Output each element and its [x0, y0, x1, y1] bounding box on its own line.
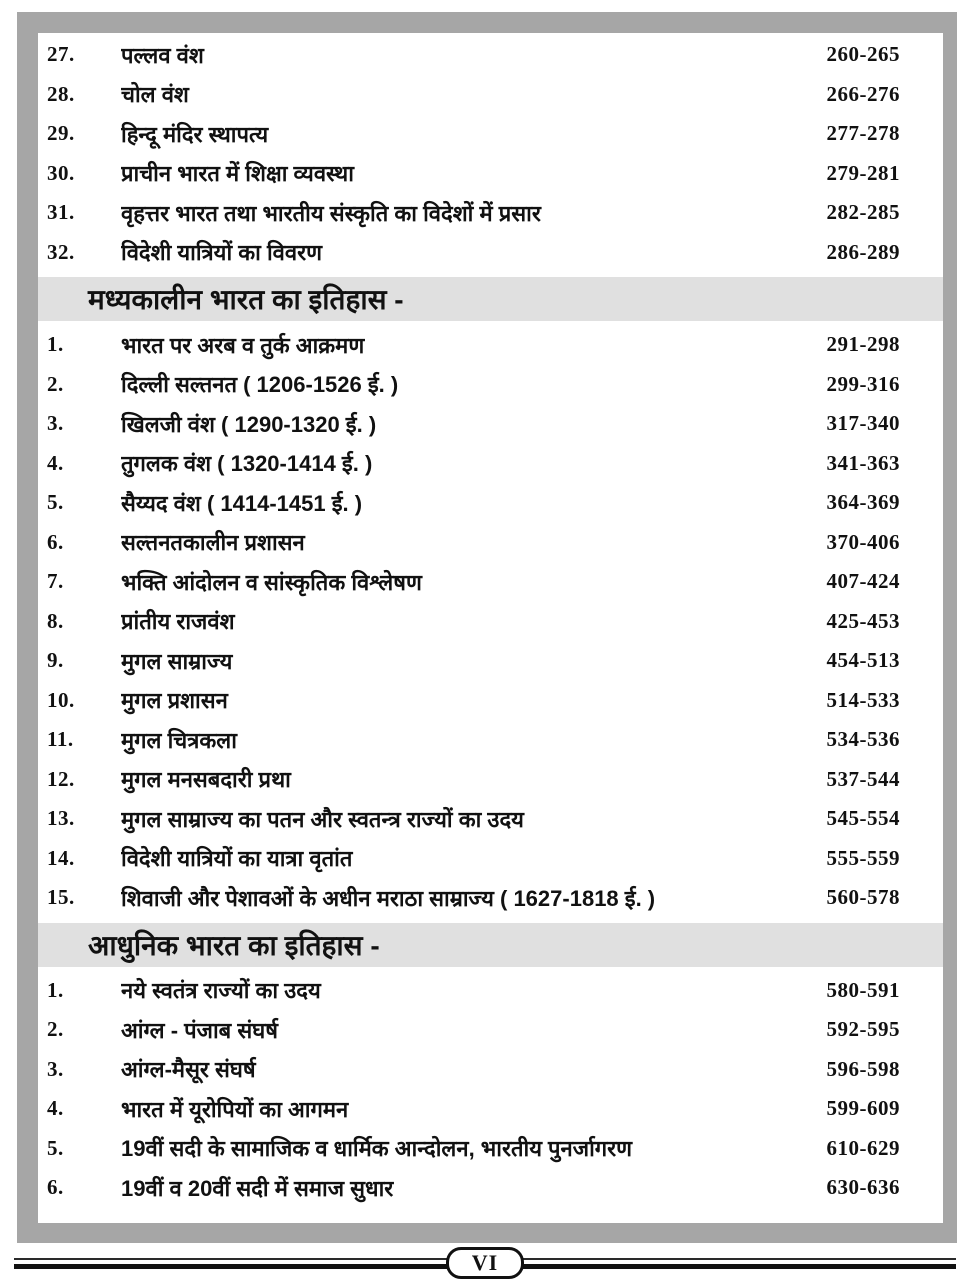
toc-row-title: दिल्ली सल्तनत ( 1206-1526 ई. )	[121, 372, 399, 398]
section-header-title: मध्यकालीन भारत का इतिहास -	[88, 284, 404, 315]
toc-row-title: भारत में यूरोपियों का आगमन	[121, 1096, 349, 1122]
toc-row-number: 31.	[47, 200, 75, 225]
toc-row	[38, 799, 943, 839]
toc-row	[38, 365, 943, 405]
toc-row-title: भारत पर अरब व तुर्क आक्रमण	[121, 332, 365, 358]
toc-row-title: 19वीं सदी के सामाजिक व धार्मिक आन्दोलन, भारतीय पुनर्जागरण	[121, 1136, 633, 1162]
toc-row	[38, 1168, 943, 1208]
toc-row	[38, 75, 943, 115]
toc-row-number: 30.	[47, 160, 75, 185]
toc-row-number: 7.	[47, 569, 64, 594]
toc-row	[38, 154, 943, 194]
toc-row-title: मुगल चित्रकला	[121, 727, 237, 753]
toc-row-pages: 266-276	[826, 81, 900, 106]
toc-row	[38, 562, 943, 602]
toc-row-number: 8.	[47, 608, 64, 633]
toc-row-pages: 286-289	[826, 239, 900, 264]
toc-row-pages: 277-278	[826, 121, 900, 146]
toc-row-title: सैय्यद वंश ( 1414-1451 ई. )	[121, 490, 363, 516]
toc-row	[38, 1050, 943, 1090]
toc-row	[38, 523, 943, 563]
toc-row-number: 27.	[47, 42, 75, 67]
toc-row-title: नये स्वतंत्र राज्यों का उदय	[121, 978, 321, 1004]
toc-row-pages: 610-629	[826, 1135, 900, 1160]
toc-row-pages: 560-578	[826, 885, 900, 910]
toc-row-title: भक्ति आंदोलन व सांस्कृतिक विश्लेषण	[121, 569, 422, 595]
toc-row-pages: 341-363	[826, 450, 900, 475]
toc-row-title: प्राचीन भारत में शिक्षा व्यवस्था	[121, 161, 354, 187]
toc-row-number: 29.	[47, 121, 75, 146]
toc-row-title: प्रांतीय राजवंश	[121, 609, 235, 635]
toc-row	[38, 404, 943, 444]
toc-row-pages: 425-453	[826, 608, 900, 633]
section-header-title: आधुनिक भारत का इतिहास -	[88, 929, 380, 961]
toc-row	[38, 483, 943, 523]
toc-row	[38, 1089, 943, 1129]
toc-row-number: 2.	[47, 1017, 64, 1042]
toc-row-title: सल्तनतकालीन प्रशासन	[121, 530, 305, 556]
toc-row-number: 5.	[47, 490, 64, 515]
toc-row-title: आंग्ल-मैसूर संघर्ष	[121, 1057, 256, 1083]
toc-row-title: शिवाजी और पेशावओं के अधीन मराठा साम्राज्य ( 1627-1818 ई. )	[121, 885, 656, 911]
toc-row-pages: 279-281	[826, 160, 900, 185]
toc-row-number: 15.	[47, 885, 75, 910]
toc-row	[38, 325, 943, 365]
toc-row-pages: 537-544	[826, 766, 900, 791]
toc-row-number: 28.	[47, 81, 75, 106]
toc-row-pages: 534-536	[826, 727, 900, 752]
toc-row-pages: 592-595	[826, 1017, 900, 1042]
toc-row-number: 32.	[47, 239, 75, 264]
toc-row-number: 11.	[47, 727, 74, 752]
toc-row-title: हिन्दू मंदिर स्थापत्य	[121, 121, 269, 147]
toc-row-title: चोल वंश	[121, 82, 189, 108]
toc-row-title: पल्लव वंश	[121, 42, 204, 68]
toc-row-pages: 407-424	[826, 569, 900, 594]
toc-row-pages: 545-554	[826, 806, 900, 831]
content-frame	[17, 12, 957, 1243]
toc-row-pages: 317-340	[826, 411, 900, 436]
toc-row-number: 6.	[47, 529, 64, 554]
toc-row	[38, 971, 943, 1011]
toc-row-pages: 580-591	[826, 977, 900, 1002]
page-number-badge	[446, 1247, 524, 1279]
toc-row-number: 12.	[47, 766, 75, 791]
toc-row-pages: 514-533	[826, 687, 900, 712]
toc-row-pages: 299-316	[826, 371, 900, 396]
toc-row-title: वृहत्तर भारत तथा भारतीय संस्कृति का विदेशों में प्रसार	[121, 200, 541, 226]
toc-row-title: मुगल साम्राज्य	[121, 648, 233, 674]
toc-row-number: 1.	[47, 332, 64, 357]
toc-row	[38, 1129, 943, 1169]
toc-row-number: 1.	[47, 977, 64, 1002]
section-header-band	[38, 277, 943, 321]
toc-row	[38, 602, 943, 642]
toc-row-number: 4.	[47, 450, 64, 475]
toc-row	[38, 681, 943, 721]
toc-row	[38, 878, 943, 918]
toc-row	[38, 720, 943, 760]
page-number: VI	[471, 1250, 499, 1275]
toc-row	[38, 641, 943, 681]
toc-row-number: 2.	[47, 371, 64, 396]
toc-row-title: खिलजी वंश ( 1290-1320 ई. )	[121, 411, 377, 437]
toc-row-number: 3.	[47, 411, 64, 436]
toc-row-title: मुगल साम्राज्य का पतन और स्वतन्त्र राज्यों का उदय	[121, 806, 524, 832]
toc-list	[38, 33, 943, 1223]
toc-row-number: 10.	[47, 687, 75, 712]
toc-row-pages: 630-636	[826, 1175, 900, 1200]
page-footer	[14, 1250, 956, 1280]
toc-row	[38, 444, 943, 484]
toc-row-pages: 454-513	[826, 648, 900, 673]
toc-row-number: 4.	[47, 1096, 64, 1121]
toc-row	[38, 1010, 943, 1050]
toc-row	[38, 839, 943, 879]
toc-row	[38, 193, 943, 233]
toc-row-title: आंग्ल - पंजाब संघर्ष	[121, 1017, 278, 1043]
toc-row-title: विदेशी यात्रियों का विवरण	[121, 240, 323, 266]
toc-row-title: 19वीं व 20वीं सदी में समाज सुधार	[121, 1175, 394, 1201]
toc-row	[38, 35, 943, 75]
toc-row-title: विदेशी यात्रियों का यात्रा वृतांत	[121, 846, 353, 872]
toc-row	[38, 760, 943, 800]
toc-row-title: मुगल प्रशासन	[121, 688, 228, 714]
toc-row-pages: 596-598	[826, 1056, 900, 1081]
toc-row	[38, 233, 943, 273]
toc-row-pages: 260-265	[826, 42, 900, 67]
toc-row-title: तुगलक वंश ( 1320-1414 ई. )	[121, 451, 373, 477]
toc-row-pages: 599-609	[826, 1096, 900, 1121]
toc-row-number: 3.	[47, 1056, 64, 1081]
toc-row-pages: 291-298	[826, 332, 900, 357]
toc-row-number: 14.	[47, 845, 75, 870]
toc-row-number: 9.	[47, 648, 64, 673]
toc-row-number: 13.	[47, 806, 75, 831]
toc-row-number: 6.	[47, 1175, 64, 1200]
toc-row-title: मुगल मनसबदारी प्रथा	[121, 767, 291, 793]
toc-row-pages: 364-369	[826, 490, 900, 515]
toc-row-pages: 370-406	[826, 529, 900, 554]
section-header-band	[38, 923, 943, 967]
toc-row-number: 5.	[47, 1135, 64, 1160]
toc-row-pages: 555-559	[826, 845, 900, 870]
toc-row	[38, 114, 943, 154]
toc-row-pages: 282-285	[826, 200, 900, 225]
